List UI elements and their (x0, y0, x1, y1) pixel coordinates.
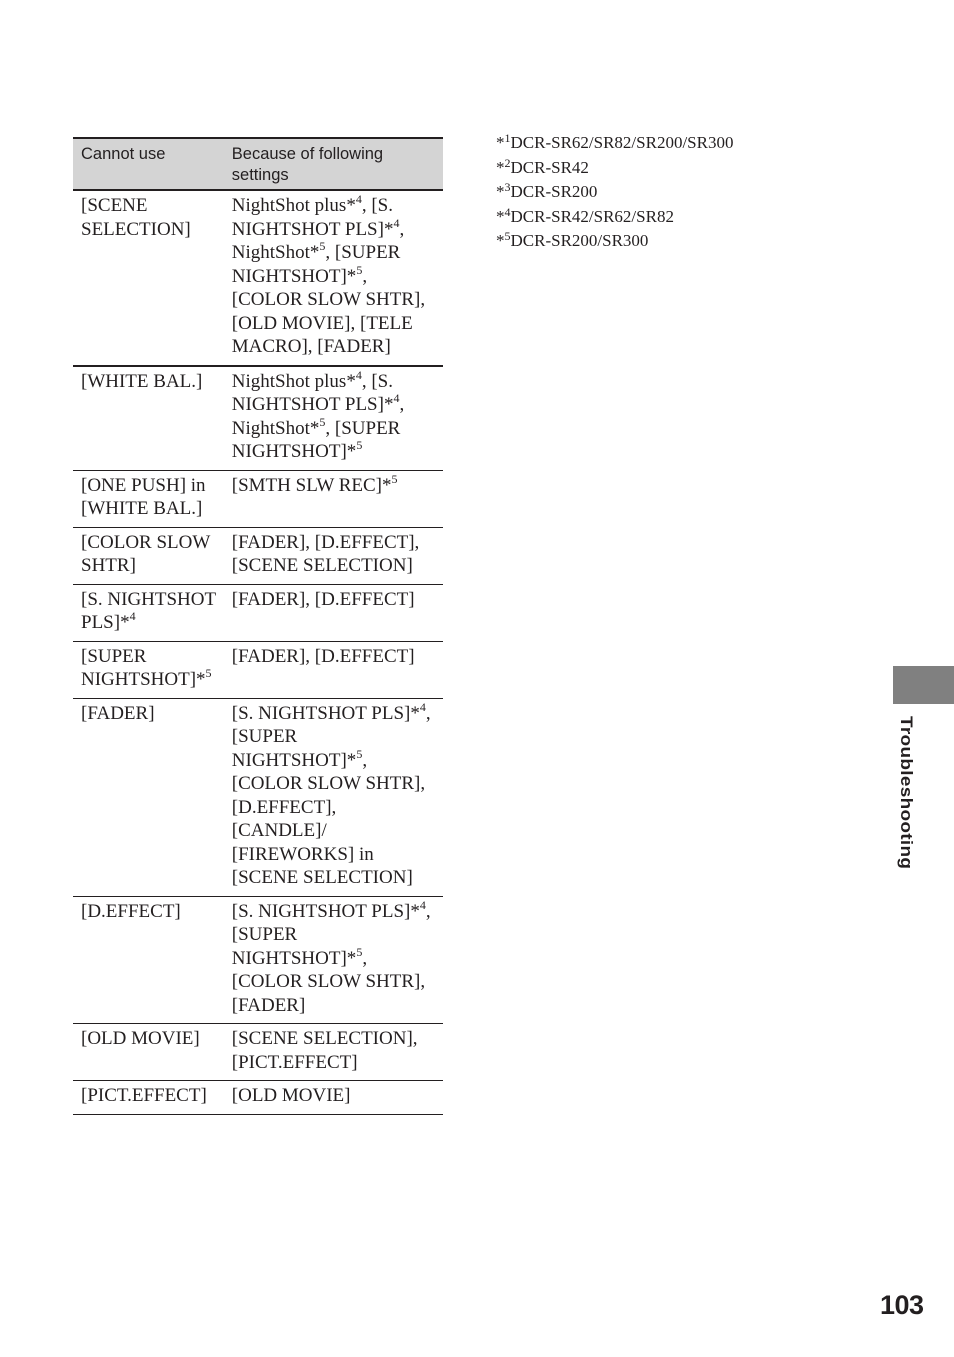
cell-text: , [COLOR SLOW SHTR], [FADER] (231, 947, 426, 1016)
section-tab (893, 666, 954, 704)
conflicting-settings-cell (224, 1024, 443, 1081)
cell-text: [PICT.EFFECT] (81, 1085, 207, 1106)
cannot-use-cell (73, 1081, 224, 1115)
cell-text: , [SUPER NIGHTSHOT]* (231, 417, 401, 462)
footnote-ref: 5 (356, 944, 363, 959)
footnote-ref: 4 (393, 215, 400, 230)
table-row (73, 190, 443, 366)
cell-text: NightShot plus* (231, 370, 356, 392)
conflicting-settings-cell (224, 366, 443, 471)
cannot-use-cell (73, 366, 224, 471)
table-row (73, 641, 443, 698)
cell-text: , [SUPER NIGHTSHOT]* (231, 242, 401, 287)
cell-text: , [SUPER NIGHTSHOT]* (231, 900, 431, 969)
table-row (73, 1081, 443, 1115)
footnote-number: 1 (504, 131, 511, 145)
cannot-use-cell (73, 527, 224, 584)
cell-text: , [S. NIGHTSHOT PLS]* (231, 370, 394, 415)
footnote-ref: 5 (356, 438, 363, 452)
footnote-ref: 4 (129, 609, 136, 623)
footnote (496, 131, 733, 156)
footnote-ref: 4 (393, 391, 400, 405)
cell-text: , NightShot* (231, 394, 405, 439)
cell-text: [FADER], [D.EFFECT], [SCENE SELECTION] (231, 531, 420, 576)
cannot-use-cell (73, 896, 224, 1024)
cannot-use-cell (73, 641, 224, 698)
conflicting-settings-cell (224, 1081, 443, 1115)
footnote-text: DCR-SR200/SR300 (510, 231, 649, 251)
footnote-ref: 5 (356, 746, 363, 761)
footnote-number: 3 (504, 180, 511, 195)
conflicting-settings-cell (224, 641, 443, 698)
cell-text: [S. NIGHTSHOT PLS]* (81, 588, 216, 633)
footnote-ref: 5 (391, 471, 398, 486)
footnote-ref: 4 (419, 699, 426, 714)
cell-text: , NightShot* (231, 218, 405, 263)
cell-text: [OLD MOVIE] (81, 1028, 200, 1049)
footnote-text: DCR-SR42 (510, 157, 589, 177)
table-row (73, 527, 443, 584)
footnote-mark: * (496, 231, 505, 251)
cell-text: [SMTH SLW REC]* (231, 474, 392, 496)
cannot-use-cell (73, 470, 224, 527)
footnote-ref: 4 (355, 192, 362, 206)
cell-text: [ONE PUSH] in [WHITE BAL.] (81, 474, 206, 519)
table-row (73, 470, 443, 527)
footnote-number: 2 (504, 155, 511, 170)
cell-text: [FADER] (81, 702, 155, 724)
conflicting-settings-cell (224, 470, 443, 527)
footnote-text: DCR-SR200 (510, 182, 598, 202)
header-because-of-settings: Because of following settings (224, 138, 443, 190)
footnote (496, 229, 733, 254)
table-header-row (73, 138, 443, 190)
footnote-text: DCR-SR62/SR82/SR200/SR300 (510, 133, 734, 152)
cell-text: [SCENE SELECTION] (81, 195, 191, 240)
table-row (73, 1024, 443, 1081)
cell-text: [D.EFFECT] (81, 900, 181, 922)
table-row (73, 896, 443, 1024)
conflicting-settings-cell (224, 698, 443, 896)
footnote (496, 205, 733, 230)
conflicting-settings-cell (224, 190, 443, 366)
cell-text: [WHITE BAL.] (81, 370, 203, 392)
cell-text: [S. NIGHTSHOT PLS]* (231, 702, 420, 724)
footnotes (496, 131, 733, 254)
footnote-number: 4 (504, 204, 511, 219)
table-row (73, 366, 443, 471)
footnote-ref: 4 (355, 367, 362, 382)
cell-text: [SCENE SELECTION], [PICT.EFFECT] (231, 1028, 418, 1073)
cell-text: [SUPER NIGHTSHOT]* (81, 645, 206, 690)
footnote-ref: 5 (319, 239, 326, 253)
cell-text: , [COLOR SLOW SHTR], [OLD MOVIE], [TELE MACRO], [FADER] (231, 265, 426, 357)
footnote (496, 180, 733, 205)
cannot-use-cell (73, 190, 224, 366)
cell-text: [OLD MOVIE] (231, 1085, 351, 1106)
cannot-use-cell (73, 698, 224, 896)
cell-text: NightShot plus* (231, 195, 356, 216)
cell-text: , [S. NIGHTSHOT PLS]* (231, 195, 394, 240)
section-label: Troubleshooting (896, 716, 915, 870)
conflicting-settings-cell (224, 527, 443, 584)
footnote-number: 5 (504, 229, 511, 244)
footnote (496, 156, 733, 181)
header-cannot-use: Cannot use (73, 138, 224, 190)
cell-text: [FADER], [D.EFFECT] (231, 588, 415, 610)
footnote-mark: * (496, 182, 505, 202)
cell-text: , [COLOR SLOW SHTR], [D.EFFECT], [CANDLE]/ [FIREWORKS] in [SCENE SELECTION] (231, 749, 426, 888)
cell-text: [COLOR SLOW SHTR] (81, 531, 210, 576)
cannot-use-cell (73, 1024, 224, 1081)
footnote-text: DCR-SR42/SR62/SR82 (510, 206, 674, 226)
footnote-mark: * (496, 157, 505, 177)
conflicting-settings-cell (224, 584, 443, 641)
footnote-mark: * (496, 133, 505, 152)
footnote-ref: 4 (419, 897, 426, 912)
conflicting-settings-cell (224, 896, 443, 1024)
table-row (73, 698, 443, 896)
footnote-ref: 5 (319, 414, 326, 429)
page-number: 103 (880, 1290, 924, 1320)
cell-text: , [SUPER NIGHTSHOT]* (231, 702, 431, 771)
cell-text: [FADER], [D.EFFECT] (231, 645, 415, 667)
settings-conflict-table (73, 137, 443, 1115)
footnote-ref: 5 (356, 262, 363, 277)
footnote-ref: 5 (205, 666, 212, 680)
footnote-mark: * (496, 206, 505, 226)
cell-text: [S. NIGHTSHOT PLS]* (231, 900, 420, 922)
cannot-use-cell (73, 584, 224, 641)
table-row (73, 584, 443, 641)
